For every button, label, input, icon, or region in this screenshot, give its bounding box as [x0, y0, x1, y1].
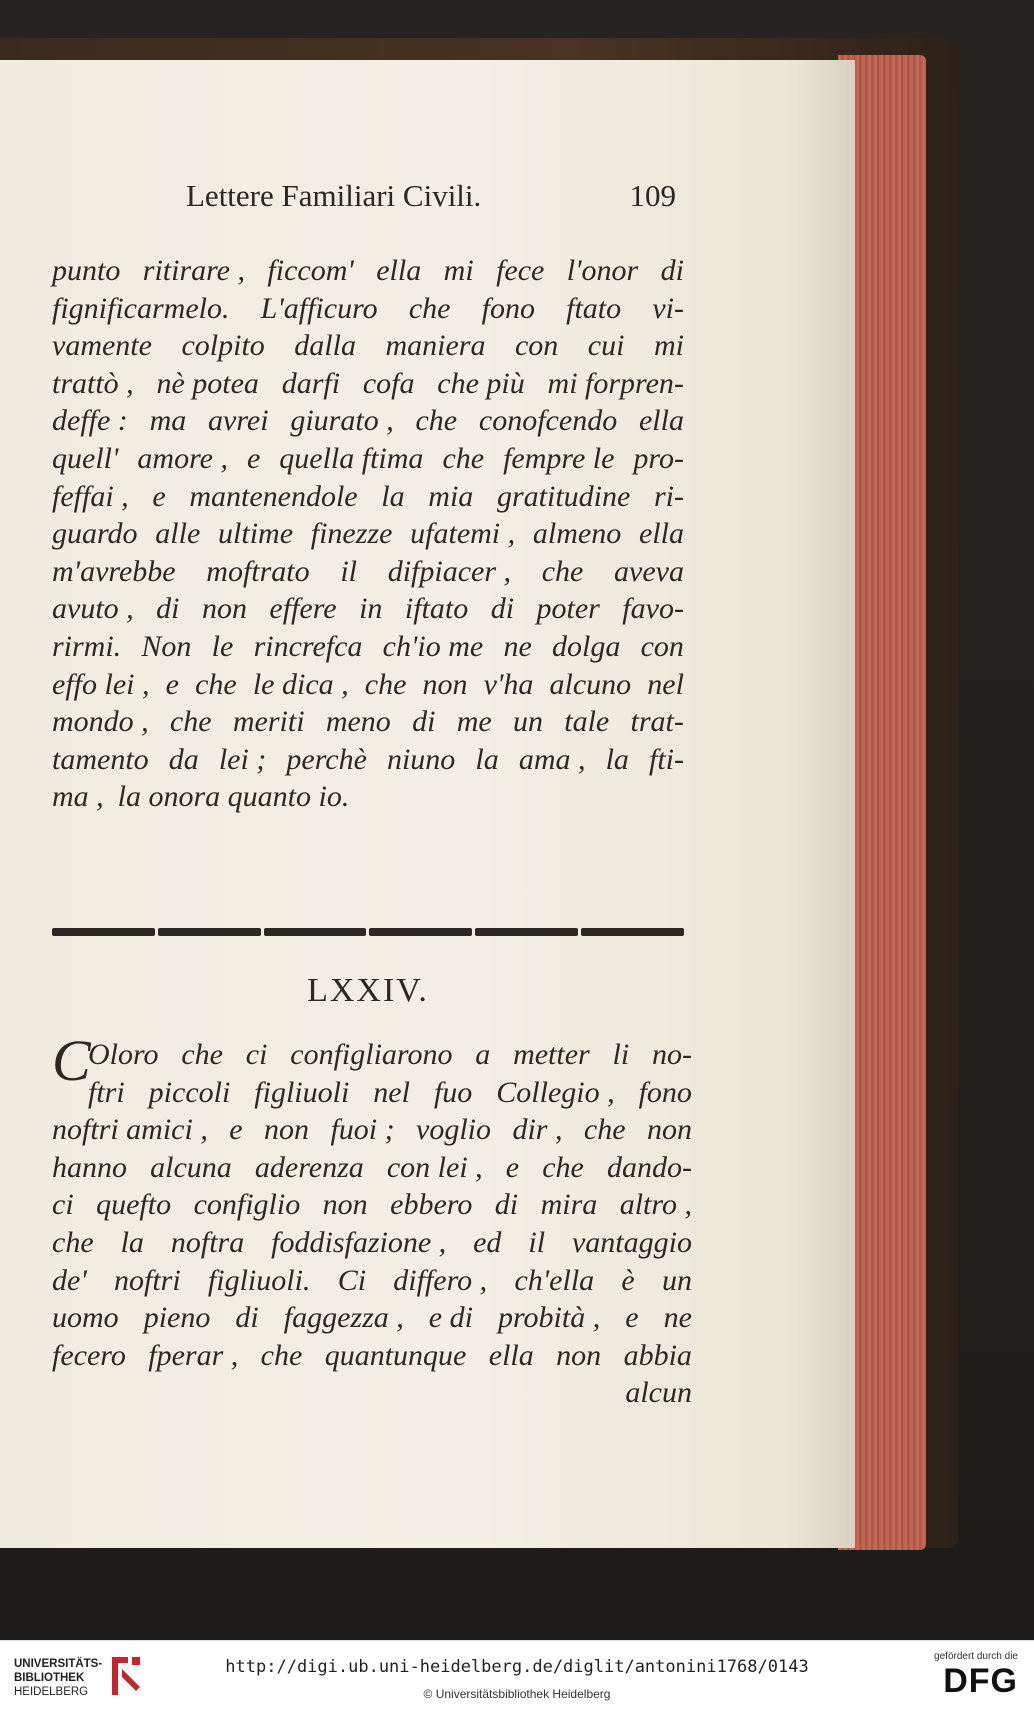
body-word: feffai ,: [52, 479, 129, 513]
body-word: che: [169, 705, 212, 739]
body-word: alcuno: [549, 667, 632, 701]
body-word: la: [605, 742, 629, 776]
body-word: ftato: [566, 291, 622, 325]
letter-word: e di: [428, 1301, 473, 1335]
letter-word: ella: [488, 1338, 534, 1372]
permalink-url[interactable]: http://digi.ub.uni-heidelberg.de/diglit/antonini1768/0143: [225, 1657, 809, 1677]
letter-word: fperar ,: [148, 1338, 239, 1372]
letter-word: dando-: [606, 1150, 692, 1184]
letter-word: un: [661, 1263, 692, 1297]
body-word: giurato ,: [290, 404, 394, 438]
body-word: ch'io me: [382, 629, 484, 663]
letter-word: e: [229, 1113, 243, 1147]
body-word: ella: [638, 404, 684, 438]
body-word: v'ha: [483, 667, 534, 701]
body-word: mi forpren-: [547, 366, 684, 400]
body-word: niuno: [386, 742, 456, 776]
body-word: ultime: [218, 517, 294, 551]
letter-word: ne: [663, 1301, 692, 1335]
body-line: [52, 553, 684, 591]
letter-word: quantunque: [324, 1338, 467, 1372]
body-word: che: [408, 291, 451, 325]
page-number: 109: [629, 178, 676, 213]
drop-cap: C: [52, 1028, 91, 1093]
body-word: amore ,: [137, 441, 228, 475]
letter-word: alcuna: [150, 1150, 232, 1184]
body-word: lei ;: [218, 742, 267, 776]
letter-word: hanno: [52, 1150, 127, 1184]
letter-word: pieno: [143, 1301, 211, 1335]
body-word: rincrefca: [253, 629, 363, 663]
body-word: aveva: [614, 554, 684, 588]
dfg-logo: DFG: [943, 1662, 1018, 1700]
body-word: ufatemi ,: [410, 517, 516, 551]
body-word: con: [640, 629, 684, 663]
body-word: ma: [149, 404, 187, 438]
running-head: [186, 178, 676, 220]
body-word: fece: [496, 254, 545, 287]
letter-word: ed: [473, 1225, 502, 1259]
body-word: mondo ,: [52, 705, 149, 739]
body-word: la: [475, 742, 499, 776]
body-word: che: [415, 404, 458, 438]
letter-word: fuo: [433, 1075, 473, 1109]
letter-word: no-: [651, 1038, 692, 1071]
body-word: di: [412, 705, 436, 739]
body-word: ritirare ,: [142, 254, 245, 287]
body-word: di: [490, 592, 515, 626]
letter-word: uomo: [52, 1301, 119, 1335]
letter-word: il: [528, 1225, 546, 1259]
letter-word: che: [583, 1113, 626, 1147]
letter-word: che: [260, 1338, 303, 1372]
body-word: in: [359, 592, 383, 626]
library-name-line1: UNIVERSITÄTS-: [14, 1658, 103, 1670]
body-word: le dica ,: [252, 667, 349, 701]
letter-line: [52, 1224, 692, 1262]
body-word: me: [456, 705, 492, 739]
body-word: ma ,: [52, 780, 104, 814]
letter-word: che: [542, 1150, 584, 1184]
body-word: ne: [503, 629, 532, 663]
letter-word: metter: [513, 1038, 590, 1071]
letter-word: fono: [638, 1075, 692, 1109]
body-line: [52, 515, 684, 553]
body-word: effo lei ,: [52, 667, 150, 701]
body-word: che: [541, 554, 584, 588]
letter-word: vantaggio: [571, 1225, 692, 1259]
body-word: iftato: [404, 592, 469, 626]
body-word: avrei: [208, 404, 269, 438]
body-word: e: [246, 441, 261, 475]
body-word: poter: [536, 592, 600, 626]
letter-word: piccoli: [148, 1075, 231, 1109]
letter-word: ch'ella: [514, 1263, 595, 1297]
body-line: [52, 440, 684, 478]
letter-word: ebbero: [390, 1188, 473, 1222]
letter-word: non: [264, 1113, 310, 1147]
body-word: pro-: [633, 441, 684, 475]
letter-word: configliarono: [290, 1038, 453, 1071]
body-word: non: [201, 592, 247, 626]
body-word: maniera: [385, 329, 486, 363]
letter-text: [52, 1028, 692, 1412]
body-word: la onora quanto io.: [117, 780, 350, 814]
body-word: che più: [437, 366, 525, 400]
body-word: ama ,: [518, 742, 586, 776]
body-word: deffe :: [52, 404, 128, 438]
body-word: fempre le: [503, 441, 615, 475]
body-line: [52, 628, 684, 666]
body-word: mi: [443, 254, 474, 287]
letter-word: Ci: [337, 1263, 367, 1297]
body-word: m'avrebbe: [52, 554, 176, 588]
body-word: le: [211, 629, 234, 663]
body-word: ficcom': [267, 254, 354, 287]
letter-line: [52, 1111, 692, 1149]
body-word: la: [381, 479, 405, 513]
funder-logo: [934, 1651, 1018, 1700]
letter-word: nel: [373, 1075, 410, 1109]
letter-line: [52, 1299, 692, 1337]
body-word: avuto ,: [52, 592, 134, 626]
body-word: trat-: [630, 705, 684, 739]
body-word: non: [422, 667, 468, 701]
letter-word: dir ,: [512, 1113, 563, 1147]
letter-word: non: [556, 1338, 602, 1372]
body-word: gratitudine: [496, 479, 631, 513]
letter-word: non: [322, 1188, 368, 1222]
catchword: [52, 1374, 692, 1412]
body-text: [52, 252, 684, 816]
body-word: ella: [376, 254, 422, 287]
body-word: dalla: [294, 329, 356, 363]
body-word: quell': [52, 441, 119, 475]
running-head-title: Lettere Familiari Civili.: [186, 178, 482, 213]
body-word: vamente: [52, 329, 152, 363]
letter-line: [52, 1036, 692, 1074]
body-line: [52, 703, 684, 741]
letter-word: e: [625, 1301, 639, 1335]
body-word: almeno: [532, 517, 622, 551]
letter-line: [52, 1074, 692, 1112]
body-word: guardo: [52, 517, 138, 551]
library-name-line2: BIBLIOTHEK: [14, 1672, 85, 1684]
letter-word: di: [494, 1188, 519, 1222]
section-title: LXXIV.: [307, 972, 429, 1009]
letter-word: ci: [52, 1188, 74, 1222]
funder-note: gefördert durch die: [934, 1651, 1018, 1662]
body-line: [52, 778, 684, 816]
body-word: colpito: [181, 329, 265, 363]
letter-word: ftri: [88, 1075, 125, 1109]
body-word: mia: [428, 479, 474, 513]
letter-word: la: [120, 1225, 144, 1259]
letter-word: a: [475, 1038, 491, 1071]
body-line: [52, 252, 684, 290]
body-word: di: [156, 592, 180, 626]
letter-word: e: [505, 1150, 520, 1184]
letter-word: che: [181, 1038, 223, 1071]
body-word: che: [195, 667, 237, 701]
body-word: da: [168, 742, 199, 776]
body-line: [52, 666, 684, 704]
letter-word: Collegio ,: [496, 1075, 615, 1109]
body-word: e: [152, 479, 166, 513]
body-word: darfi: [281, 366, 341, 400]
body-word: tamento: [52, 742, 149, 776]
body-word: che: [364, 667, 407, 701]
body-word: e: [165, 667, 179, 701]
letter-line: [52, 1337, 692, 1375]
body-word: nè potea: [156, 366, 259, 400]
letter-line: [52, 1186, 692, 1224]
body-word: cui: [587, 329, 625, 363]
body-word: un: [512, 705, 543, 739]
letter-word: noftra: [170, 1225, 245, 1259]
letter-word: altro ,: [619, 1188, 692, 1222]
letter-word: faggezza ,: [283, 1301, 404, 1335]
body-word: dolga: [552, 629, 621, 663]
letter-word: de': [52, 1263, 87, 1297]
body-word: moftrato: [206, 554, 310, 588]
body-line: [52, 327, 684, 365]
body-line: [52, 590, 684, 628]
body-word: finezze: [310, 517, 393, 551]
body-word: di: [660, 254, 684, 287]
letter-word: configlio: [193, 1188, 301, 1222]
letter-word: abbia: [623, 1338, 692, 1372]
letter-word: figliuoli: [254, 1075, 350, 1109]
letter-word: ci: [245, 1038, 268, 1071]
body-word: fono: [481, 291, 535, 325]
body-word: alle: [155, 517, 201, 551]
letter-word: di: [235, 1301, 259, 1335]
body-word: fignificarmelo.: [52, 291, 230, 325]
body-word: difpiacer ,: [387, 554, 511, 588]
letter-line: [52, 1149, 692, 1187]
body-word: fti-: [648, 742, 684, 776]
body-line: [52, 741, 684, 779]
letter-word: fuoi ;: [330, 1113, 395, 1147]
body-word: il: [340, 554, 357, 588]
letter-word: fecero: [52, 1338, 126, 1372]
body-word: tale: [564, 705, 610, 739]
body-line: [52, 402, 684, 440]
section-divider: [52, 928, 684, 936]
letter-word: è: [621, 1263, 635, 1297]
body-line: [52, 290, 684, 328]
body-word: meno: [325, 705, 391, 739]
body-word: che: [442, 441, 485, 475]
letter-word: non: [646, 1113, 692, 1147]
letter-word: differo ,: [393, 1263, 488, 1297]
letter-word: Oloro: [88, 1038, 159, 1071]
body-word: favo-: [622, 592, 684, 626]
body-word: vi-: [652, 291, 684, 325]
letter-word: quefto: [96, 1188, 172, 1222]
body-word: quella ftima: [279, 441, 424, 475]
body-word: meriti: [232, 705, 305, 739]
catchword-text: alcun: [625, 1376, 692, 1410]
body-word: nel: [647, 667, 684, 701]
letter-word: li: [612, 1038, 630, 1071]
body-word: cofa: [362, 366, 415, 400]
body-word: L'afficuro: [260, 291, 378, 325]
library-name-line3: HEIDELBERG: [14, 1686, 89, 1698]
body-word: rirmi.: [52, 629, 122, 663]
body-word: Non: [141, 629, 192, 663]
letter-word: voglio: [416, 1113, 492, 1147]
body-word: effere: [269, 592, 337, 626]
body-word: punto: [52, 254, 121, 287]
body-word: mantenendole: [189, 479, 358, 513]
body-word: trattò ,: [52, 366, 134, 400]
body-word: con: [514, 329, 559, 363]
footer-bar: [0, 1640, 1034, 1716]
body-word: perchè: [286, 742, 367, 776]
copyright-notice: © Universitätsbibliothek Heidelberg: [423, 1687, 611, 1701]
body-line: [52, 365, 684, 403]
letter-line: [52, 1262, 692, 1300]
letter-word: foddisfazione ,: [271, 1225, 447, 1259]
letter-word: aderenza: [254, 1150, 364, 1184]
letter-word: figliuoli.: [207, 1263, 311, 1297]
letter-word: noftri amici ,: [52, 1113, 208, 1147]
letter-word: noftri: [113, 1263, 181, 1297]
body-word: conofcendo: [478, 404, 618, 438]
letter-word: mira: [540, 1188, 598, 1222]
body-word: l'onor: [566, 254, 639, 287]
letter-word: probità ,: [497, 1301, 601, 1335]
body-line: [52, 478, 684, 516]
body-word: mi: [653, 329, 684, 363]
body-word: ri-: [653, 479, 684, 513]
letter-word: con lei ,: [386, 1150, 483, 1184]
body-word: ella: [638, 517, 684, 551]
letter-word: che: [52, 1225, 94, 1259]
